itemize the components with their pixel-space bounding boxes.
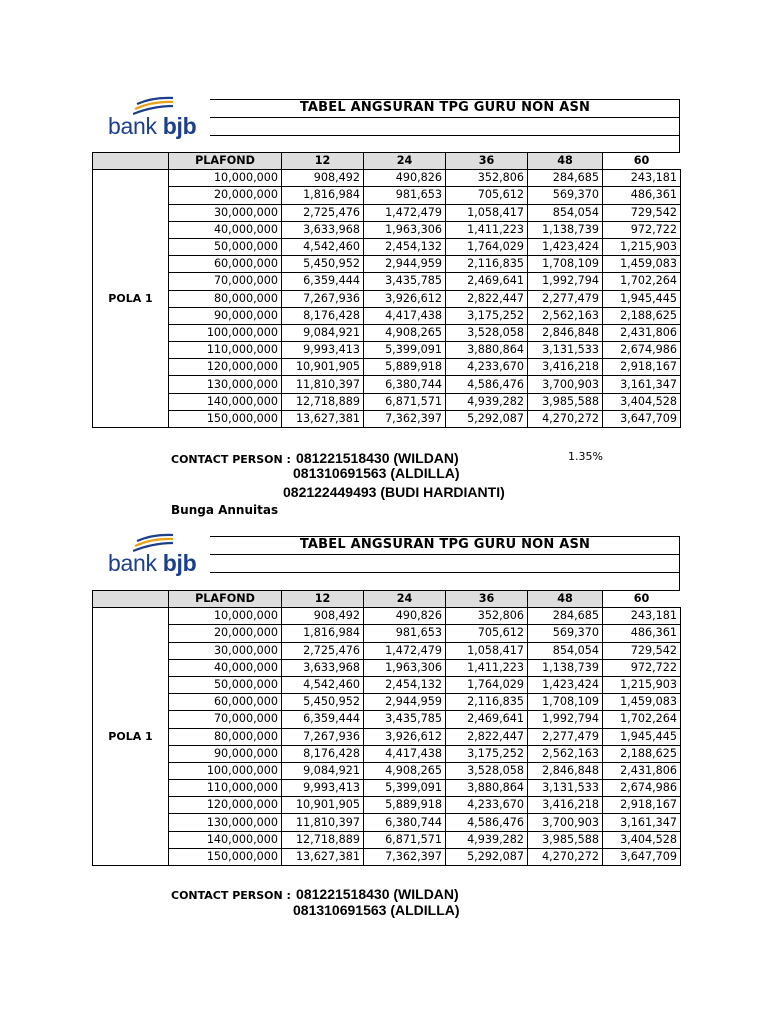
installment-cell: 3,926,612 (364, 290, 446, 307)
installment-cell: 2,918,167 (603, 359, 681, 376)
header-36: 36 (446, 153, 528, 170)
installment-cell: 9,993,413 (282, 342, 364, 359)
table-row (93, 410, 681, 427)
installment-cell: 10,901,905 (282, 797, 364, 814)
installment-cell: 3,131,533 (528, 342, 603, 359)
interest-rate: 1.35% (568, 450, 603, 463)
installment-cell: 1,945,445 (603, 290, 681, 307)
installment-cell: 1,708,109 (528, 694, 603, 711)
plafond-cell: 130,000,000 (169, 814, 282, 831)
installment-cell: 3,647,709 (603, 848, 681, 865)
table-row (93, 342, 681, 359)
bunga-annuitas-label: Bunga Annuitas (171, 503, 279, 517)
installment-cell: 486,361 (603, 187, 681, 204)
installment-cell: 4,586,476 (446, 814, 528, 831)
table-row (93, 170, 681, 187)
table-row (93, 273, 681, 290)
installment-cell: 981,653 (364, 187, 446, 204)
installment-cell: 3,404,528 (603, 831, 681, 848)
installment-cell: 2,116,835 (446, 694, 528, 711)
installment-cell: 3,528,058 (446, 324, 528, 341)
table-row (93, 745, 681, 762)
installment-cell: 490,826 (364, 170, 446, 187)
installment-cell: 6,359,444 (282, 711, 364, 728)
contact-number: 081221518430 (WILDAN) (296, 886, 459, 902)
installment-cell: 5,292,087 (446, 848, 528, 865)
installment-cell: 729,542 (603, 642, 681, 659)
installment-cell: 2,469,641 (446, 273, 528, 290)
table-header-row (93, 153, 681, 170)
table-row (93, 221, 681, 238)
installment-cell: 3,633,968 (282, 221, 364, 238)
pola-label: POLA 1 (93, 170, 169, 428)
installment-cell: 2,725,476 (282, 642, 364, 659)
installment-cell: 2,846,848 (528, 762, 603, 779)
installment-cell: 8,176,428 (282, 745, 364, 762)
installment-cell: 6,380,744 (364, 376, 446, 393)
installment-cell: 1,215,903 (603, 238, 681, 255)
plafond-cell: 50,000,000 (169, 238, 282, 255)
contact-number: 081310691563 (ALDILLA) (293, 465, 460, 481)
installment-cell: 2,277,479 (528, 728, 603, 745)
installment-cell: 1,472,479 (364, 642, 446, 659)
table-row (93, 780, 681, 797)
installment-cell: 5,292,087 (446, 410, 528, 427)
installment-cell: 2,674,986 (603, 342, 681, 359)
table-row (93, 256, 681, 273)
table-header-row (93, 591, 681, 608)
contact-number: 082122449493 (BUDI HARDIANTI) (283, 484, 505, 500)
installment-cell: 3,416,218 (528, 797, 603, 814)
plafond-cell: 50,000,000 (169, 676, 282, 693)
installment-cell: 1,215,903 (603, 676, 681, 693)
installment-cell: 981,653 (364, 625, 446, 642)
installment-cell: 490,826 (364, 608, 446, 625)
installment-cell: 2,944,959 (364, 694, 446, 711)
plafond-cell: 150,000,000 (169, 410, 282, 427)
header-plafond: PLAFOND (169, 591, 282, 608)
installment-cell: 4,939,282 (446, 831, 528, 848)
installment-cell: 1,058,417 (446, 204, 528, 221)
plafond-cell: 140,000,000 (169, 831, 282, 848)
installment-cell: 705,612 (446, 187, 528, 204)
header-blank (93, 153, 169, 170)
installment-cell: 4,233,670 (446, 359, 528, 376)
installment-cell: 2,562,163 (528, 745, 603, 762)
installment-cell: 4,542,460 (282, 676, 364, 693)
table-row (93, 728, 681, 745)
installment-cell: 2,846,848 (528, 324, 603, 341)
installment-cell: 3,175,252 (446, 745, 528, 762)
installment-cell: 5,450,952 (282, 256, 364, 273)
installment-cell: 6,871,571 (364, 831, 446, 848)
header-36: 36 (446, 591, 528, 608)
installment-cell: 1,963,306 (364, 659, 446, 676)
installment-cell: 5,399,091 (364, 780, 446, 797)
installment-cell: 2,469,641 (446, 711, 528, 728)
contact-number: 081310691563 (ALDILLA) (293, 902, 460, 918)
header-plafond: PLAFOND (169, 153, 282, 170)
plafond-cell: 90,000,000 (169, 307, 282, 324)
header-60: 60 (603, 591, 681, 608)
header-24: 24 (364, 153, 446, 170)
plafond-cell: 30,000,000 (169, 204, 282, 221)
installment-cell: 13,627,381 (282, 848, 364, 865)
table-row (93, 393, 681, 410)
installment-cell: 3,880,864 (446, 342, 528, 359)
installment-cell: 1,459,083 (603, 256, 681, 273)
contact-person (171, 884, 459, 903)
installment-cell: 3,161,347 (603, 814, 681, 831)
installment-cell: 972,722 (603, 221, 681, 238)
installment-cell: 7,362,397 (364, 410, 446, 427)
installment-cell: 12,718,889 (282, 831, 364, 848)
installment-cell: 1,764,029 (446, 676, 528, 693)
installment-cell: 3,435,785 (364, 711, 446, 728)
bank-bjb-logo (108, 533, 208, 583)
installment-cell: 10,901,905 (282, 359, 364, 376)
table-row (93, 307, 681, 324)
plafond-cell: 70,000,000 (169, 711, 282, 728)
installment-cell: 2,822,447 (446, 728, 528, 745)
plafond-cell: 10,000,000 (169, 170, 282, 187)
installment-cell: 4,908,265 (364, 324, 446, 341)
table-row (93, 376, 681, 393)
logo-wordmark: bank bjb (108, 113, 197, 139)
installment-cell: 972,722 (603, 659, 681, 676)
table-row (93, 797, 681, 814)
installment-cell: 729,542 (603, 204, 681, 221)
installment-cell: 2,454,132 (364, 676, 446, 693)
installment-cell: 3,985,588 (528, 393, 603, 410)
installment-cell: 1,992,794 (528, 273, 603, 290)
table-row (93, 187, 681, 204)
installment-cell: 4,417,438 (364, 745, 446, 762)
installment-cell: 854,054 (528, 204, 603, 221)
installment-cell: 3,926,612 (364, 728, 446, 745)
installment-cell: 2,562,163 (528, 307, 603, 324)
installment-cell: 9,084,921 (282, 324, 364, 341)
installment-cell: 3,985,588 (528, 831, 603, 848)
installment-cell: 908,492 (282, 608, 364, 625)
table-row (93, 642, 681, 659)
table-row (93, 762, 681, 779)
header-blank (93, 591, 169, 608)
plafond-cell: 140,000,000 (169, 393, 282, 410)
installment-cell: 1,708,109 (528, 256, 603, 273)
installment-cell: 243,181 (603, 170, 681, 187)
installment-cell: 486,361 (603, 625, 681, 642)
installment-cell: 4,586,476 (446, 376, 528, 393)
plafond-cell: 30,000,000 (169, 642, 282, 659)
header-48: 48 (528, 591, 603, 608)
plafond-cell: 120,000,000 (169, 797, 282, 814)
plafond-cell: 110,000,000 (169, 342, 282, 359)
installment-cell: 2,431,806 (603, 324, 681, 341)
table-row (93, 359, 681, 376)
installment-cell: 284,685 (528, 608, 603, 625)
installment-cell: 1,138,739 (528, 221, 603, 238)
installment-cell: 9,084,921 (282, 762, 364, 779)
installment-cell: 1,423,424 (528, 238, 603, 255)
table-row (93, 814, 681, 831)
installment-cell: 2,944,959 (364, 256, 446, 273)
installment-table (92, 590, 681, 866)
plafond-cell: 80,000,000 (169, 290, 282, 307)
table-row (93, 676, 681, 693)
header-12: 12 (282, 591, 364, 608)
installment-cell: 908,492 (282, 170, 364, 187)
installment-cell: 5,399,091 (364, 342, 446, 359)
table-row (93, 290, 681, 307)
installment-cell: 2,725,476 (282, 204, 364, 221)
plafond-cell: 80,000,000 (169, 728, 282, 745)
installment-cell: 11,810,397 (282, 376, 364, 393)
installment-cell: 3,880,864 (446, 780, 528, 797)
installment-cell: 3,435,785 (364, 273, 446, 290)
bank-bjb-logo (108, 96, 208, 146)
table-row (93, 848, 681, 865)
installment-cell: 569,370 (528, 187, 603, 204)
installment-cell: 4,908,265 (364, 762, 446, 779)
installment-cell: 4,270,272 (528, 410, 603, 427)
installment-cell: 569,370 (528, 625, 603, 642)
installment-cell: 7,362,397 (364, 848, 446, 865)
installment-cell: 8,176,428 (282, 307, 364, 324)
installment-cell: 2,116,835 (446, 256, 528, 273)
table-row (93, 659, 681, 676)
table-row (93, 625, 681, 642)
installment-cell: 6,380,744 (364, 814, 446, 831)
plafond-cell: 40,000,000 (169, 659, 282, 676)
installment-cell: 3,404,528 (603, 393, 681, 410)
installment-cell: 352,806 (446, 608, 528, 625)
installment-table (92, 152, 681, 428)
installment-cell: 3,175,252 (446, 307, 528, 324)
installment-cell: 6,359,444 (282, 273, 364, 290)
plafond-cell: 120,000,000 (169, 359, 282, 376)
plafond-cell: 60,000,000 (169, 694, 282, 711)
installment-cell: 13,627,381 (282, 410, 364, 427)
plafond-cell: 150,000,000 (169, 848, 282, 865)
installment-cell: 12,718,889 (282, 393, 364, 410)
contact-label: CONTACT PERSON : (171, 453, 291, 466)
installment-cell: 3,528,058 (446, 762, 528, 779)
installment-cell: 3,700,903 (528, 814, 603, 831)
installment-cell: 1,702,264 (603, 273, 681, 290)
installment-cell: 4,233,670 (446, 797, 528, 814)
installment-cell: 2,454,132 (364, 238, 446, 255)
installment-cell: 1,058,417 (446, 642, 528, 659)
installment-cell: 9,993,413 (282, 780, 364, 797)
installment-cell: 4,417,438 (364, 307, 446, 324)
installment-cell: 1,411,223 (446, 221, 528, 238)
contact-label: CONTACT PERSON : (171, 889, 291, 902)
plafond-cell: 20,000,000 (169, 625, 282, 642)
plafond-cell: 60,000,000 (169, 256, 282, 273)
installment-cell: 1,945,445 (603, 728, 681, 745)
installment-cell: 3,131,533 (528, 780, 603, 797)
plafond-cell: 100,000,000 (169, 762, 282, 779)
installment-cell: 2,822,447 (446, 290, 528, 307)
installment-cell: 1,816,984 (282, 625, 364, 642)
table-row (93, 831, 681, 848)
plafond-cell: 100,000,000 (169, 324, 282, 341)
table-title: TABEL ANGSURAN TPG GURU NON ASN (299, 100, 591, 115)
installment-cell: 1,764,029 (446, 238, 528, 255)
table-title-box (210, 536, 680, 592)
header-60: 60 (603, 153, 681, 170)
table-row (93, 711, 681, 728)
installment-cell: 1,138,739 (528, 659, 603, 676)
installment-cell: 5,889,918 (364, 797, 446, 814)
installment-cell: 2,188,625 (603, 307, 681, 324)
installment-cell: 5,889,918 (364, 359, 446, 376)
table-row (93, 694, 681, 711)
installment-cell: 2,431,806 (603, 762, 681, 779)
table-row (93, 238, 681, 255)
pola-label: POLA 1 (93, 608, 169, 866)
plafond-cell: 40,000,000 (169, 221, 282, 238)
table-title: TABEL ANGSURAN TPG GURU NON ASN (299, 537, 591, 552)
plafond-cell: 110,000,000 (169, 780, 282, 797)
plafond-cell: 70,000,000 (169, 273, 282, 290)
installment-cell: 2,674,986 (603, 780, 681, 797)
installment-cell: 854,054 (528, 642, 603, 659)
installment-cell: 7,267,936 (282, 290, 364, 307)
installment-cell: 3,647,709 (603, 410, 681, 427)
plafond-cell: 10,000,000 (169, 608, 282, 625)
installment-cell: 4,542,460 (282, 238, 364, 255)
installment-cell: 1,411,223 (446, 659, 528, 676)
plafond-cell: 20,000,000 (169, 187, 282, 204)
installment-cell: 5,450,952 (282, 694, 364, 711)
installment-cell: 1,963,306 (364, 221, 446, 238)
installment-cell: 1,702,264 (603, 711, 681, 728)
installment-cell: 284,685 (528, 170, 603, 187)
table-title-box (210, 99, 680, 155)
header-48: 48 (528, 153, 603, 170)
installment-cell: 243,181 (603, 608, 681, 625)
contact-number: 081221518430 (WILDAN) (296, 450, 459, 466)
installment-cell: 1,459,083 (603, 694, 681, 711)
installment-cell: 3,633,968 (282, 659, 364, 676)
installment-cell: 352,806 (446, 170, 528, 187)
table-row (93, 204, 681, 221)
installment-cell: 2,277,479 (528, 290, 603, 307)
installment-cell: 1,992,794 (528, 711, 603, 728)
table-row (93, 608, 681, 625)
installment-cell: 1,423,424 (528, 676, 603, 693)
installment-cell: 3,416,218 (528, 359, 603, 376)
installment-cell: 1,472,479 (364, 204, 446, 221)
installment-cell: 4,270,272 (528, 848, 603, 865)
installment-cell: 2,188,625 (603, 745, 681, 762)
installment-cell: 4,939,282 (446, 393, 528, 410)
plafond-cell: 130,000,000 (169, 376, 282, 393)
installment-cell: 3,161,347 (603, 376, 681, 393)
header-12: 12 (282, 153, 364, 170)
installment-cell: 2,918,167 (603, 797, 681, 814)
plafond-cell: 90,000,000 (169, 745, 282, 762)
logo-wordmark: bank bjb (108, 550, 197, 576)
header-24: 24 (364, 591, 446, 608)
installment-cell: 6,871,571 (364, 393, 446, 410)
table-row (93, 324, 681, 341)
installment-cell: 1,816,984 (282, 187, 364, 204)
installment-cell: 11,810,397 (282, 814, 364, 831)
installment-cell: 3,700,903 (528, 376, 603, 393)
installment-cell: 7,267,936 (282, 728, 364, 745)
installment-cell: 705,612 (446, 625, 528, 642)
